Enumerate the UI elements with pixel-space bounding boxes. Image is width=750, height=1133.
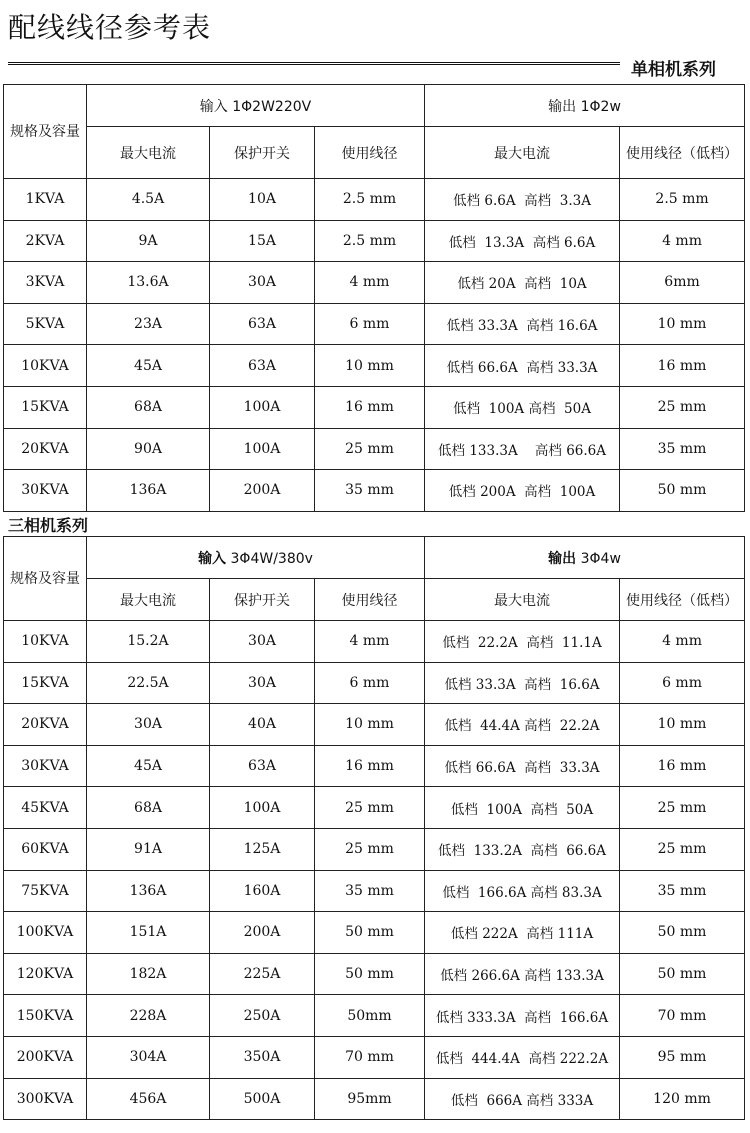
- cell-out-current: 低档 33.3A 高档 16.6A: [425, 303, 620, 345]
- cell-wire: 25 mm: [315, 828, 425, 870]
- cell-wire: 35 mm: [315, 870, 425, 912]
- cell-spec: 300KVA: [4, 1078, 87, 1120]
- cell-breaker: 15A: [210, 220, 315, 262]
- cell-wire: 50 mm: [315, 953, 425, 995]
- col-wire: 使用线径: [315, 127, 425, 179]
- cell-spec: 5KVA: [4, 303, 87, 345]
- output-label: 输出: [548, 550, 577, 567]
- output-spec: 3Φ4w: [576, 550, 621, 567]
- cell-out-current: 低档 44.4A 高档 22.2A: [425, 704, 620, 746]
- cell-spec: 120KVA: [4, 953, 87, 995]
- cell-wire: 25 mm: [315, 787, 425, 829]
- three-phase-table: [3, 536, 745, 1120]
- cell-out-current: 低档 100A 高档 50A: [425, 787, 620, 829]
- table-row: [4, 470, 745, 512]
- cell-in-current: 151A: [87, 912, 210, 954]
- cell-in-current: 9A: [87, 220, 210, 262]
- cell-out-current: 低档 266.6A 高档 133.3A: [425, 953, 620, 995]
- cell-out-wire: 25 mm: [620, 787, 745, 829]
- cell-out-wire: 10 mm: [620, 704, 745, 746]
- cell-breaker: 100A: [210, 428, 315, 470]
- output-group-header: 输出 1Φ2w: [425, 85, 745, 127]
- table-row: [4, 912, 745, 954]
- cell-out-current: 低档 444.4A 高档 222.2A: [425, 1036, 620, 1078]
- cell-spec: 15KVA: [4, 386, 87, 428]
- cell-in-current: 136A: [87, 470, 210, 512]
- cell-out-current: 低档 100A 高档 50A: [425, 386, 620, 428]
- cell-spec: 10KVA: [4, 621, 87, 663]
- cell-out-wire: 50 mm: [620, 953, 745, 995]
- cell-spec: 75KVA: [4, 870, 87, 912]
- cell-wire: 25 mm: [315, 428, 425, 470]
- col-out-current: 最大电流: [425, 579, 620, 621]
- cell-spec: 15KVA: [4, 662, 87, 704]
- cell-in-current: 228A: [87, 995, 210, 1037]
- cell-spec: 45KVA: [4, 787, 87, 829]
- section-divider: [8, 62, 620, 68]
- table-row: [4, 220, 745, 262]
- cell-out-wire: 25 mm: [620, 828, 745, 870]
- table-row: [4, 953, 745, 995]
- cell-out-current: 低档 166.6A 高档 83.3A: [425, 870, 620, 912]
- cell-spec: 1KVA: [4, 179, 87, 221]
- cell-out-wire: 70 mm: [620, 995, 745, 1037]
- cell-wire: 50mm: [315, 995, 425, 1037]
- cell-out-wire: 50 mm: [620, 470, 745, 512]
- cell-breaker: 125A: [210, 828, 315, 870]
- table-row: [4, 828, 745, 870]
- cell-breaker: 63A: [210, 303, 315, 345]
- spec-header: 规格及容量: [4, 537, 87, 621]
- cell-out-current: 低档 133.2A 高档 66.6A: [425, 828, 620, 870]
- cell-out-current: 低档 133.3A 高档 66.6A: [425, 428, 620, 470]
- cell-breaker: 30A: [210, 621, 315, 663]
- cell-in-current: 23A: [87, 303, 210, 345]
- cell-out-wire: 6 mm: [620, 662, 745, 704]
- cell-out-current: 低档 20A 高档 10A: [425, 262, 620, 304]
- table-row: [4, 662, 745, 704]
- cell-breaker: 250A: [210, 995, 315, 1037]
- col-breaker: 保护开关: [210, 579, 315, 621]
- cell-spec: 200KVA: [4, 1036, 87, 1078]
- cell-spec: 150KVA: [4, 995, 87, 1037]
- cell-breaker: 30A: [210, 662, 315, 704]
- input-spec: 3Φ4W/380v: [226, 550, 313, 567]
- cell-out-current: 低档 22.2A 高档 11.1A: [425, 621, 620, 663]
- cell-breaker: 40A: [210, 704, 315, 746]
- col-max-current: 最大电流: [87, 127, 210, 179]
- cell-in-current: 182A: [87, 953, 210, 995]
- cell-out-wire: 50 mm: [620, 912, 745, 954]
- table-row: [4, 386, 745, 428]
- cell-wire: 10 mm: [315, 345, 425, 387]
- cell-out-wire: 4 mm: [620, 621, 745, 663]
- cell-in-current: 456A: [87, 1078, 210, 1120]
- cell-wire: 50 mm: [315, 912, 425, 954]
- cell-wire: 35 mm: [315, 470, 425, 512]
- cell-breaker: 100A: [210, 787, 315, 829]
- cell-spec: 2KVA: [4, 220, 87, 262]
- col-out-current: 最大电流: [425, 127, 620, 179]
- cell-in-current: 136A: [87, 870, 210, 912]
- cell-in-current: 15.2A: [87, 621, 210, 663]
- cell-breaker: 10A: [210, 179, 315, 221]
- cell-out-wire: 25 mm: [620, 386, 745, 428]
- cell-out-current: 低档 666A 高档 333A: [425, 1078, 620, 1120]
- cell-out-wire: 35 mm: [620, 870, 745, 912]
- single-phase-table: [3, 84, 745, 512]
- cell-out-wire: 4 mm: [620, 220, 745, 262]
- cell-spec: 3KVA: [4, 262, 87, 304]
- table-row: [4, 621, 745, 663]
- table-row: [4, 745, 745, 787]
- page-title: 配线线径参考表: [8, 11, 212, 44]
- cell-spec: 100KVA: [4, 912, 87, 954]
- col-out-wire: 使用线径（低档）: [620, 127, 745, 179]
- cell-breaker: 160A: [210, 870, 315, 912]
- cell-in-current: 45A: [87, 345, 210, 387]
- cell-out-current: 低档 66.6A 高档 33.3A: [425, 345, 620, 387]
- cell-breaker: 100A: [210, 386, 315, 428]
- three-phase-section-label: 三相机系列: [8, 516, 89, 535]
- cell-wire: 95mm: [315, 1078, 425, 1120]
- table-row: [4, 428, 745, 470]
- input-group-header: [87, 537, 425, 579]
- table-row: [4, 704, 745, 746]
- table-row: [4, 262, 745, 304]
- cell-wire: 2.5 mm: [315, 220, 425, 262]
- col-breaker: 保护开关: [210, 127, 315, 179]
- cell-out-current: 低档 66.6A 高档 33.3A: [425, 745, 620, 787]
- cell-spec: 30KVA: [4, 470, 87, 512]
- single-phase-section-label: 单相机系列: [631, 60, 716, 80]
- table-row: [4, 787, 745, 829]
- cell-breaker: 63A: [210, 345, 315, 387]
- cell-breaker: 30A: [210, 262, 315, 304]
- cell-in-current: 22.5A: [87, 662, 210, 704]
- cell-spec: 10KVA: [4, 345, 87, 387]
- cell-out-wire: 6mm: [620, 262, 745, 304]
- cell-out-current: 低档 13.3A 高档 6.6A: [425, 220, 620, 262]
- cell-out-wire: 2.5 mm: [620, 179, 745, 221]
- cell-breaker: 200A: [210, 912, 315, 954]
- cell-in-current: 90A: [87, 428, 210, 470]
- output-group-header: [425, 537, 745, 579]
- col-out-wire: 使用线径（低档）: [620, 579, 745, 621]
- cell-in-current: 30A: [87, 704, 210, 746]
- cell-out-wire: 95 mm: [620, 1036, 745, 1078]
- cell-spec: 20KVA: [4, 704, 87, 746]
- cell-in-current: 13.6A: [87, 262, 210, 304]
- input-label: 输入: [198, 550, 227, 567]
- cell-wire: 6 mm: [315, 662, 425, 704]
- table-row: [4, 870, 745, 912]
- cell-spec: 60KVA: [4, 828, 87, 870]
- cell-wire: 4 mm: [315, 262, 425, 304]
- cell-wire: 4 mm: [315, 621, 425, 663]
- cell-wire: 70 mm: [315, 1036, 425, 1078]
- cell-out-current: 低档 200A 高档 100A: [425, 470, 620, 512]
- table-row: [4, 303, 745, 345]
- cell-in-current: 68A: [87, 787, 210, 829]
- cell-out-current: 低档 6.6A 高档 3.3A: [425, 179, 620, 221]
- cell-breaker: 200A: [210, 470, 315, 512]
- col-max-current: 最大电流: [87, 579, 210, 621]
- cell-spec: 30KVA: [4, 745, 87, 787]
- cell-wire: 6 mm: [315, 303, 425, 345]
- table-row: [4, 995, 745, 1037]
- cell-in-current: 304A: [87, 1036, 210, 1078]
- input-group-header: 输入 1Φ2W220V: [87, 85, 425, 127]
- cell-out-wire: 120 mm: [620, 1078, 745, 1120]
- cell-in-current: 4.5A: [87, 179, 210, 221]
- table-row: [4, 1036, 745, 1078]
- cell-wire: 16 mm: [315, 745, 425, 787]
- cell-wire: 2.5 mm: [315, 179, 425, 221]
- cell-out-current: 低档 222A 高档 111A: [425, 912, 620, 954]
- cell-out-wire: 35 mm: [620, 428, 745, 470]
- table-row: [4, 179, 745, 221]
- cell-out-current: 低档 33.3A 高档 16.6A: [425, 662, 620, 704]
- spec-header: 规格及容量: [4, 85, 87, 179]
- cell-wire: 16 mm: [315, 386, 425, 428]
- table-row: [4, 345, 745, 387]
- cell-wire: 10 mm: [315, 704, 425, 746]
- cell-in-current: 68A: [87, 386, 210, 428]
- cell-out-current: 低档 333.3A 高档 166.6A: [425, 995, 620, 1037]
- cell-in-current: 91A: [87, 828, 210, 870]
- cell-breaker: 225A: [210, 953, 315, 995]
- cell-out-wire: 16 mm: [620, 745, 745, 787]
- cell-breaker: 63A: [210, 745, 315, 787]
- cell-spec: 20KVA: [4, 428, 87, 470]
- cell-breaker: 500A: [210, 1078, 315, 1120]
- cell-breaker: 350A: [210, 1036, 315, 1078]
- col-wire: 使用线径: [315, 579, 425, 621]
- table-row: [4, 1078, 745, 1120]
- cell-out-wire: 16 mm: [620, 345, 745, 387]
- cell-in-current: 45A: [87, 745, 210, 787]
- cell-out-wire: 10 mm: [620, 303, 745, 345]
